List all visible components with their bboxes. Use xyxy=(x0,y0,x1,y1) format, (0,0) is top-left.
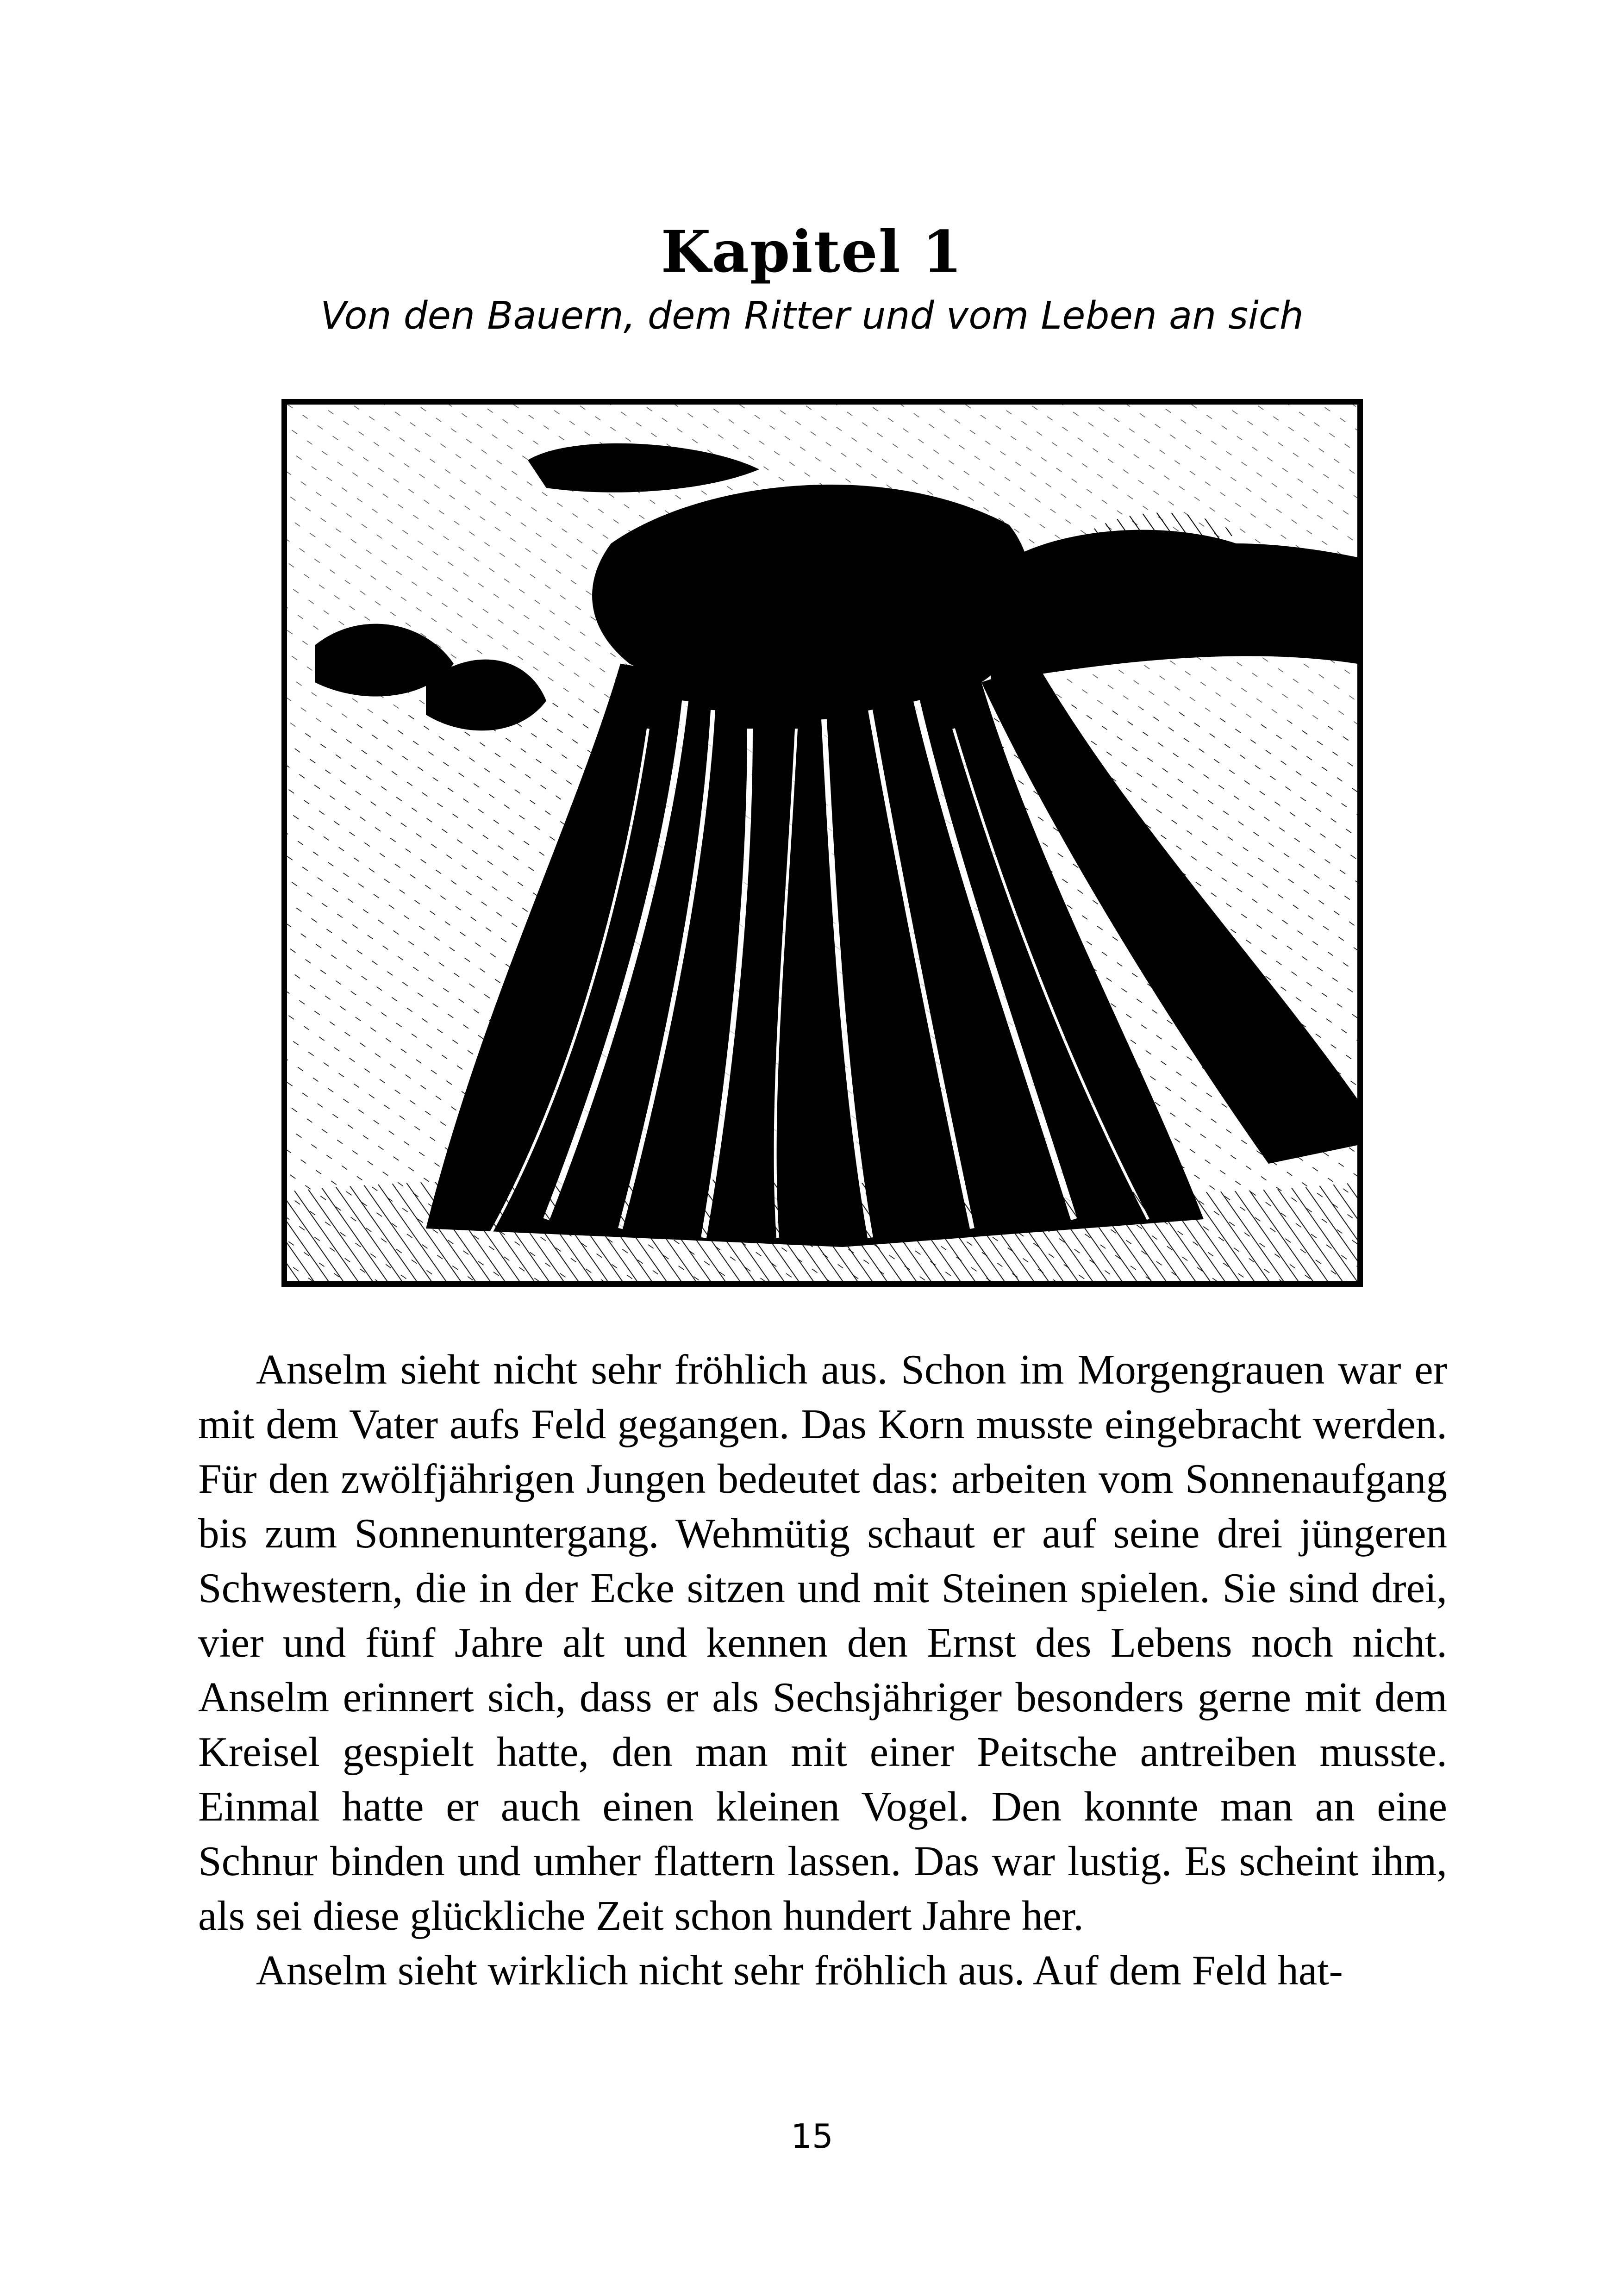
grain-sheaves-illustration-icon xyxy=(287,405,1357,1281)
chapter-subtitle: Von den Bauern, dem Ritter und vom Leben an sich xyxy=(320,294,1304,338)
paragraph: Anselm sieht nicht sehr fröhlich aus. Schon im Morgengrauen war er mit dem Vater aufs Feld gegangen. Das Korn musste eingebracht werden. Für den zwölfjährigen Jungen bedeutet das: arbeiten vom Sonnenaufgang bis zum Sonnenuntergang. Wehmütig schaut er auf seine drei jüngeren Schwestern, die in der Ecke sitzen und mit Steinen spielen. Sie sind drei, vier und fünf Jahre alt und kennen den Ernst des Lebens noch nicht. Anselm erinnert sich, dass er als Sechsjähriger besonders gerne mit dem Kreisel gespielt hatte, den man mit einer Peitsche antreiben musste. Einmal hatte er auch einen kleinen Vogel. Den konnte man an eine Schnur binden und umher flattern lassen. Das war lustig. Es scheint ihm, als sei diese glückliche Zeit schon hundert Jahre her. xyxy=(198,1346,1447,1939)
body-text xyxy=(198,1342,1447,1998)
paragraph: Anselm sieht wirklich nicht sehr fröhlich aus. Auf dem Feld hat- xyxy=(256,1947,1343,1994)
illustration-frame xyxy=(281,399,1363,1287)
page-number: 15 xyxy=(791,2117,833,2156)
chapter-title: Kapitel 1 xyxy=(661,218,963,286)
